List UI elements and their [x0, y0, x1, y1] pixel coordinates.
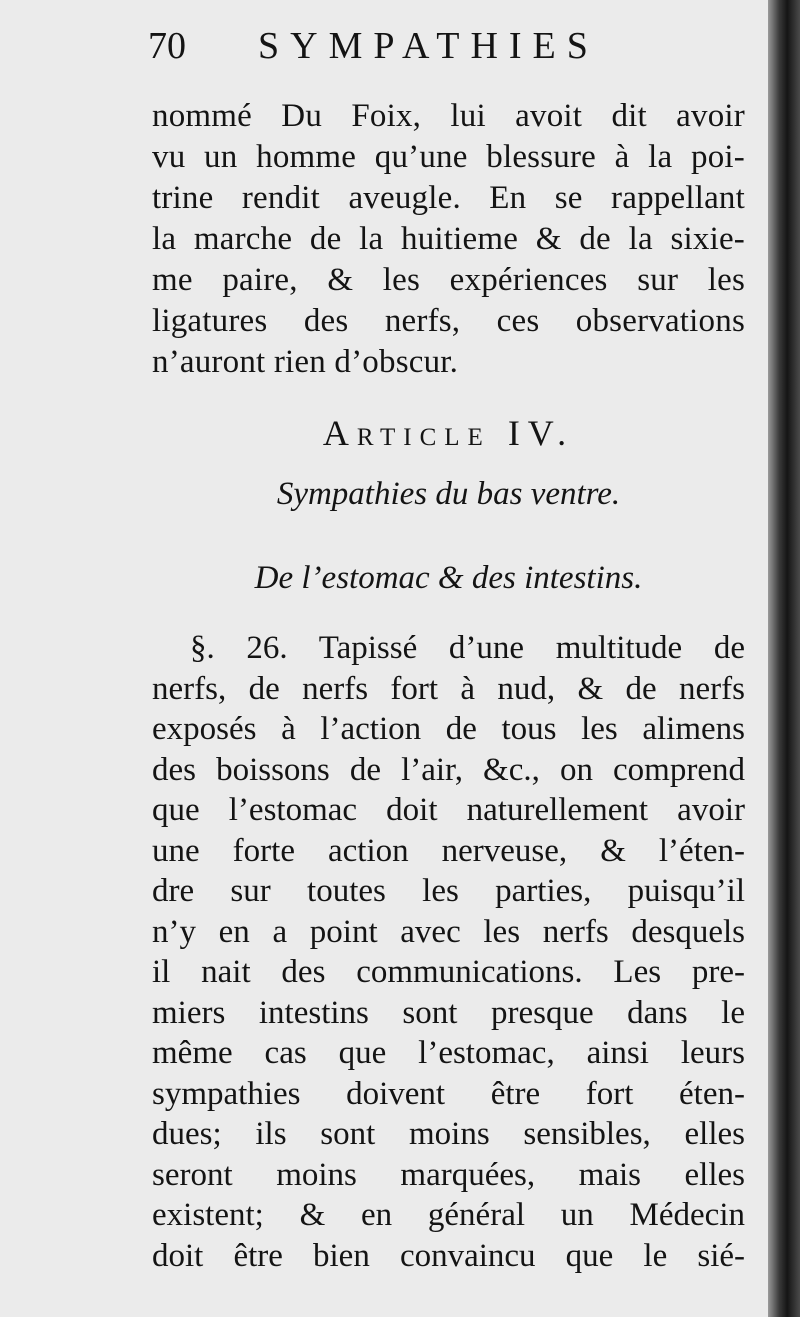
text-line: dues; ils sont moins sensibles, elles [152, 1116, 745, 1152]
text-line: il nait des communications. Les pre- [152, 954, 745, 990]
text-line: me paire, & les expériences sur les [152, 262, 745, 298]
text-line: nommé Du Foix, lui avoit dit avoir [152, 98, 745, 134]
text-line: exposés à l’action de tous les alimens [152, 711, 745, 747]
text-line: ligatures des nerfs, ces observations [152, 303, 745, 339]
text-line: des boissons de l’air, &c., on comprend [152, 751, 745, 788]
subsection-title: De l’estomac & des intestins. [254, 560, 643, 596]
article-heading: Article IV. [322, 413, 575, 453]
text-line: que l’estomac doit naturellement avoir [152, 792, 745, 828]
paragraph-26 [152, 628, 745, 1276]
text-line: seront moins marquées, mais elles [152, 1156, 745, 1193]
section-title: Sympathies du bas ventre. [276, 476, 621, 512]
text-line: trine rendit aveugle. En se rappellant [152, 180, 745, 216]
book-gutter [768, 0, 800, 1317]
page-number: 70 [148, 25, 186, 67]
text-line: n’auront rien d’obscur. [152, 344, 459, 380]
text-line: sympathies doivent être fort éten- [152, 1075, 745, 1112]
text-line: doit être bien convaincu que le sié- [152, 1237, 745, 1274]
text-line: dre sur toutes les parties, puisqu’il [152, 873, 745, 909]
continued-paragraph [152, 96, 745, 383]
text-line: §. 26. Tapissé d’une multitude de [190, 630, 745, 666]
running-head [148, 18, 628, 74]
running-title: SYMPATHIES [258, 25, 599, 67]
text-line: nerfs, de nerfs fort à nud, & de nerfs [152, 670, 745, 707]
text-line: existent; & en général un Médecin [152, 1197, 745, 1233]
text-line: la marche de la huitieme & de la sixie- [152, 221, 745, 257]
text-line: même cas que l’estomac, ainsi leurs [152, 1035, 745, 1071]
text-line: n’y en a point avec les nerfs desquels [152, 913, 745, 950]
text-line: vu un homme qu’une blessure à la poi- [152, 139, 745, 175]
text-line: une forte action nerveuse, & l’éten- [152, 832, 745, 869]
text-line: miers intestins sont presque dans le [152, 994, 745, 1031]
